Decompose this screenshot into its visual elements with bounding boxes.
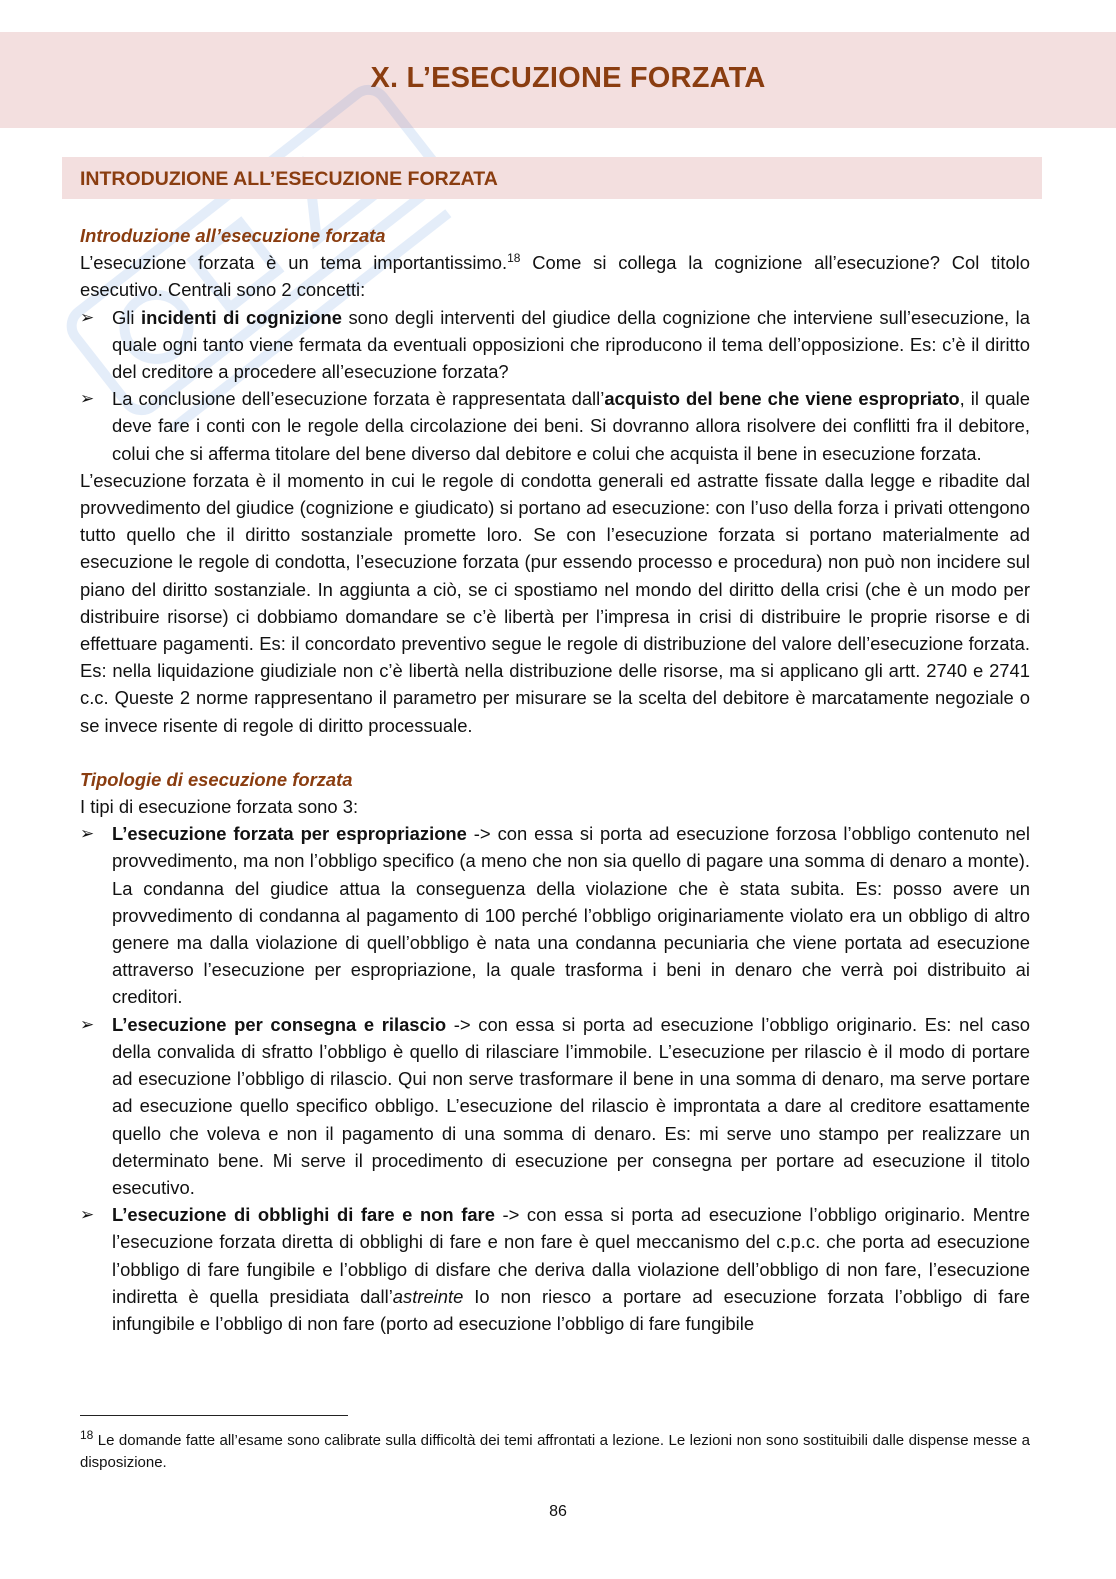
intro-text: L’esecuzione forzata è un tema importantissimo. [80, 252, 508, 274]
arrow-bullet-icon: ➢ [80, 1205, 95, 1225]
footnote [80, 1430, 1030, 1474]
arrow-bullet-icon: ➢ [80, 1014, 95, 1034]
list-item-bold: L’esecuzione per consegna e rilascio [112, 1013, 447, 1035]
list-item-bold: acquisto del bene che viene espropriato [604, 388, 960, 410]
arrow-bullet-icon: ➢ [80, 824, 95, 844]
list-item [80, 385, 1030, 467]
page-number: 86 [549, 1503, 567, 1520]
list-item-bold: incidenti di cognizione [140, 306, 342, 328]
subsection-heading-introduzione: Introduzione all’esecuzione forzata [80, 225, 386, 246]
list-item-text: La conclusione dell’esecuzione forzata è rappresentata dall’ [112, 388, 605, 410]
arrow-bullet-icon: ➢ [80, 307, 95, 327]
list-item-bold: L’esecuzione forzata per espropriazione [112, 823, 467, 845]
list-item-text: Io non riesco a portare ad esecuzione forzata l’obbligo di fare infungibile e l’obbligo di non fare (porto ad esecuzione l’obbligo di fare fungibile [112, 1285, 1030, 1334]
arrow-bullet-icon: ➢ [80, 389, 95, 409]
footnote-separator [80, 1415, 348, 1416]
list-item [80, 1011, 1030, 1201]
list-item-text: Gli [112, 306, 141, 328]
intro-paragraph [80, 249, 1030, 303]
list-item [80, 1201, 1030, 1337]
list-item-text: -> con essa si porta ad esecuzione forzosa l’obbligo contenuto nel provvedimento, ma non l’obbligo specifico (a meno che non sia quello di pagare una somma di denaro a monte). La condanna del giudice attua la conseguenza della violazione che è stata subita. Es: posso avere un provvedimento di condanna al pagamento di 100 perché l’obbligo originariamente violato era un obbligo di altro genere ma dalla violazione di quell’obbligo è nata una condanna pecuniaria che viene portata ad esecuzione attraverso l’esecuzione per espropriazione, la quale trasforma i beni in denaro che verrà poi distribuito ai creditori. [112, 823, 1030, 1008]
types-list [80, 820, 1030, 1337]
footnote-text: Le domande fatte all’esame sono calibrate sulla difficoltà dei temi affrontati a lezione. Le lezioni non sono sostituibili dalle dispense messe a disposizione. [80, 1432, 1030, 1471]
list-item-text: sono degli interventi del giudice della cognizione che interviene sull’esecuzione, la quale ogni tanto viene fermata da eventuali opposizioni che riproducono il tema dell’opposizione. Es: c’è il diritto del creditore a procedere all’esecuzione forzata? [112, 306, 1030, 383]
list-item [80, 304, 1030, 386]
list-item-text: , il quale deve fare i conti con le regole della circolazione dei beni. Si dovranno allora risolvere dei conflitti fra il debitore, colui che si afferma titolare del bene diverso dal debitore e colui che acquista il bene in esecuzione forzata. [112, 388, 1030, 464]
subsection-heading-tipologie: Tipologie di esecuzione forzata [80, 768, 353, 790]
section-title: INTRODUZIONE ALL’ESECUZIONE FORZATA [80, 168, 498, 190]
footnote-ref: 18 [507, 251, 521, 266]
intro-text-continued: Come si collega la cognizione all’esecuzione? Col titolo esecutivo. Centrali sono 2 concetti: [80, 252, 1030, 301]
list-item-bold: L’esecuzione di obblighi di fare e non fare [112, 1204, 495, 1226]
body-paragraph: L’esecuzione forzata è il momento in cui le regole di condotta generali ed astratte fissate dalla legge e ribadite dal provvedimento del giudice (cognizione e giudicato) si portano ad esecuzione: con l’uso della forza i privati ottengono tutto quello che il diritto sostanziale promette loro. Se con l’esecuzione forzata si portano materialmente ad esecuzione le regole di condotta, l’esecuzione forzata (pur essendo processo e procedura) non può non incidere sul piano del diritto sostanziale. In aggiunta a ciò, se ci spostiamo nel mondo del diritto della crisi (che è un modo per distribuire risorse) ci dobbiamo domandare se c’è libertà per l’impresa in crisi di distribuire le proprie risorse e di effettuare pagamenti. Es: il concordato preventivo segue le regole di distribuzione del valore dell’esecuzione forzata. Es: nella liquidazione giudiziale non c’è libertà nella distribuzione delle risorse, ma si applicano gli artt. 2740 e 2741 c.c. Queste 2 norme rappresentano il parametro per misurare se la scelta del debitore è marcatamente negoziale o se invece risente di regole di diritto processuale. [80, 469, 1030, 736]
list-item-text: -> con essa si porta ad esecuzione l’obbligo originario. Mentre l’esecuzione forzata diretta di obblighi di fare e non fare è quel meccanismo del c.p.c. che porta ad esecuzione l’obbligo di fare fungibile e l’obbligo di disfare che deriva dalla violazione dell’obbligo di non fare, l’esecuzione indiretta è quella presidiata dall’ [112, 1204, 1030, 1307]
list-item [80, 820, 1030, 1010]
types-intro: I tipi di esecuzione forzata sono 3: [80, 796, 359, 818]
list-item-text: -> con essa si porta ad esecuzione l’obbligo originario. Es: nel caso della convalida di sfratto l’obbligo è quello di rilasciare l’immobile. L’esecuzione per rilascio è il modo di portare ad esecuzione l’obbligo di rilascio. Qui non serve trasformare il bene in una somma di denaro, ma serve portare ad esecuzione quello specifico obbligo. L’esecuzione del rilascio è improntata a dare al creditore esattamente quello che voleva e non il pagamento di una somma di denaro. Es: mi serve uno stampo per realizzare un determinato bene. Mi serve il procedimento di esecuzione per consegna per portare ad esecuzione il titolo esecutivo. [112, 1013, 1030, 1198]
chapter-title: X. L’ESECUZIONE FORZATA [370, 62, 766, 94]
section-spacer [80, 739, 1030, 766]
footnote-number: 18 [80, 1428, 94, 1442]
concepts-list [80, 304, 1030, 467]
list-item-italic: astreinte [392, 1285, 464, 1307]
main-content [80, 222, 1030, 1337]
